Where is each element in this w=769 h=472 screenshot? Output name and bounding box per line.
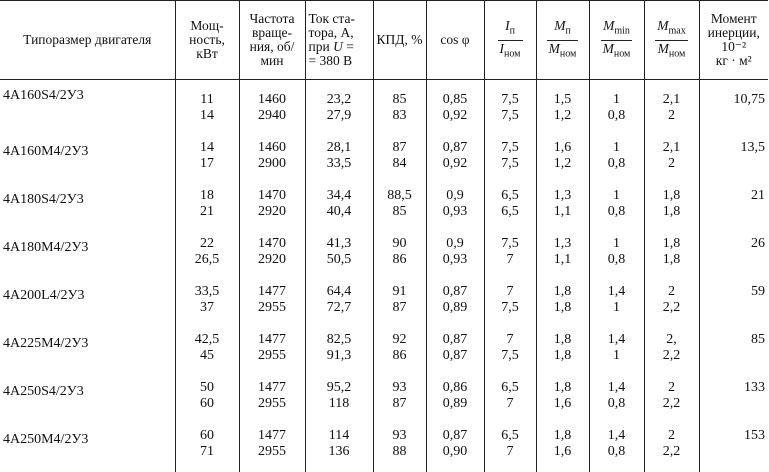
inertia-cell: 59 <box>699 280 768 328</box>
ip-ratio-cell-value: 7,5 <box>488 108 533 124</box>
speed-cell-value: 1460 <box>243 140 302 156</box>
cosphi-cell <box>426 376 484 424</box>
power-cell-value: 22 <box>179 236 236 252</box>
inertia-cell: 10,75 <box>699 80 768 137</box>
speed-cell-value: 2955 <box>243 300 302 316</box>
speed-cell-value: 2920 <box>243 252 302 268</box>
table-row <box>0 376 768 424</box>
mmax-ratio-cell <box>644 424 699 472</box>
mmax-ratio-cell-value: 2, <box>648 332 696 348</box>
efficiency-cell <box>373 184 426 232</box>
mp-ratio-cell-value: 1,8 <box>540 428 586 444</box>
mp-ratio-cell <box>536 184 589 232</box>
efficiency-cell <box>373 136 426 184</box>
current-cell-value: 34,4 <box>309 188 370 204</box>
ip-ratio-cell-value: 7 <box>488 444 533 460</box>
ip-ratio-cell-value: 7,5 <box>488 236 533 252</box>
inertia-cell: 153 <box>699 424 768 472</box>
ip-ratio-cell <box>484 280 536 328</box>
ip-ratio-cell <box>484 328 536 376</box>
mmax-ratio-cell-value: 2,2 <box>648 300 696 316</box>
cosphi-cell-value: 0,87 <box>430 332 481 348</box>
table-header <box>0 1 768 80</box>
cosphi-cell <box>426 424 484 472</box>
current-cell <box>305 424 373 472</box>
header-current: Ток ста-тора, А, при U = = 380 В <box>305 1 373 80</box>
speed-cell-value: 1477 <box>243 428 302 444</box>
power-cell-value: 50 <box>179 380 236 396</box>
current-cell-value: 64,4 <box>309 284 370 300</box>
mmax-ratio-cell-value: 1,8 <box>648 188 696 204</box>
mmax-ratio-cell-value: 1,8 <box>648 204 696 220</box>
ip-ratio-cell-value: 6,5 <box>488 380 533 396</box>
cosphi-cell-value: 0,9 <box>430 236 481 252</box>
mmax-ratio-cell-value: 2 <box>648 428 696 444</box>
power-cell-value: 45 <box>179 348 236 364</box>
cosphi-cell <box>426 136 484 184</box>
cosphi-cell <box>426 280 484 328</box>
table-row <box>0 184 768 232</box>
mmin-ratio-cell-value: 1 <box>593 236 641 252</box>
header-power: Мощ-ность, кВт <box>175 1 239 80</box>
mmin-ratio-cell-value: 1,4 <box>593 284 641 300</box>
current-cell <box>305 232 373 280</box>
power-cell-value: 42,5 <box>179 332 236 348</box>
table-row <box>0 80 768 137</box>
current-cell <box>305 328 373 376</box>
speed-cell-value: 2955 <box>243 348 302 364</box>
model-cell: 4А180М4/2У3 <box>0 232 175 280</box>
efficiency-cell <box>373 232 426 280</box>
cosphi-cell-value: 0,87 <box>430 428 481 444</box>
mmin-ratio-cell-value: 1 <box>593 92 641 108</box>
table-row <box>0 424 768 472</box>
current-cell-value: 72,7 <box>309 300 370 316</box>
mmin-ratio-cell <box>589 376 644 424</box>
speed-cell-value: 2920 <box>243 204 302 220</box>
cosphi-cell-value: 0,86 <box>430 380 481 396</box>
mmax-ratio-cell-value: 2,2 <box>648 348 696 364</box>
cosphi-cell-value: 0,89 <box>430 396 481 412</box>
mmin-ratio-cell-value: 1 <box>593 188 641 204</box>
cosphi-cell-value: 0,93 <box>430 252 481 268</box>
current-cell <box>305 184 373 232</box>
cosphi-cell-value: 0,87 <box>430 348 481 364</box>
efficiency-cell-value: 87 <box>377 396 423 412</box>
current-cell <box>305 136 373 184</box>
speed-cell-value: 1470 <box>243 188 302 204</box>
mp-ratio-cell <box>536 136 589 184</box>
efficiency-cell-value: 83 <box>377 108 423 124</box>
mmin-ratio-cell-value: 0,8 <box>593 396 641 412</box>
table-row <box>0 280 768 328</box>
ip-ratio-cell-value: 7 <box>488 284 533 300</box>
mp-ratio-cell <box>536 376 589 424</box>
speed-cell <box>239 328 305 376</box>
ip-ratio-cell-value: 7,5 <box>488 92 533 108</box>
mmax-ratio-cell <box>644 80 699 137</box>
ip-ratio-cell-value: 7,5 <box>488 156 533 172</box>
speed-cell <box>239 184 305 232</box>
current-cell-value: 41,3 <box>309 236 370 252</box>
power-cell-value: 14 <box>179 140 236 156</box>
ip-ratio-cell-value: 6,5 <box>488 428 533 444</box>
mp-ratio-cell-value: 1,2 <box>540 156 586 172</box>
speed-cell-value: 2940 <box>243 108 302 124</box>
current-cell-value: 27,9 <box>309 108 370 124</box>
efficiency-cell <box>373 376 426 424</box>
ip-ratio-cell <box>484 184 536 232</box>
efficiency-cell <box>373 80 426 137</box>
power-cell <box>175 136 239 184</box>
efficiency-cell-value: 90 <box>377 236 423 252</box>
speed-cell <box>239 280 305 328</box>
mp-ratio-cell-value: 1,3 <box>540 188 586 204</box>
table-body <box>0 80 768 472</box>
efficiency-cell-value: 93 <box>377 428 423 444</box>
mmin-ratio-cell-value: 1,4 <box>593 380 641 396</box>
header-mmin-ratio: $\frac{M_{min}}{M_{ном}}$ <box>589 1 644 80</box>
table-row <box>0 328 768 376</box>
ip-ratio-cell <box>484 136 536 184</box>
ip-ratio-cell <box>484 232 536 280</box>
mmax-ratio-cell-value: 2 <box>648 380 696 396</box>
cosphi-cell-value: 0,9 <box>430 188 481 204</box>
cosphi-cell-value: 0,90 <box>430 444 481 460</box>
mmax-ratio-cell-value: 1,8 <box>648 252 696 268</box>
cosphi-cell-value: 0,85 <box>430 92 481 108</box>
mmin-ratio-cell <box>589 136 644 184</box>
speed-cell <box>239 136 305 184</box>
power-cell-value: 18 <box>179 188 236 204</box>
mmin-ratio-cell-value: 0,8 <box>593 204 641 220</box>
efficiency-cell-value: 88 <box>377 444 423 460</box>
mmax-ratio-cell <box>644 184 699 232</box>
speed-cell <box>239 424 305 472</box>
header-ip-ratio: $\frac{I_п}{I_{ном}}$ <box>484 1 536 80</box>
mmax-ratio-cell-value: 2,1 <box>648 140 696 156</box>
efficiency-cell-value: 86 <box>377 252 423 268</box>
table-row <box>0 136 768 184</box>
mp-ratio-cell-value: 1,6 <box>540 444 586 460</box>
speed-cell-value: 1477 <box>243 380 302 396</box>
power-cell <box>175 328 239 376</box>
cosphi-cell-value: 0,93 <box>430 204 481 220</box>
header-inertia: Момент инерции, 10⁻² кг · м² <box>699 1 768 80</box>
efficiency-cell-value: 93 <box>377 380 423 396</box>
mp-ratio-cell-value: 1,8 <box>540 332 586 348</box>
model-cell: 4А250S4/2У3 <box>0 376 175 424</box>
mp-ratio-cell-value: 1,6 <box>540 140 586 156</box>
current-cell-value: 33,5 <box>309 156 370 172</box>
table-row <box>0 232 768 280</box>
cosphi-cell-value: 0,87 <box>430 284 481 300</box>
mp-ratio-cell-value: 1,8 <box>540 380 586 396</box>
mmax-ratio-cell-value: 1,8 <box>648 236 696 252</box>
mp-ratio-cell-value: 1,6 <box>540 396 586 412</box>
mmax-ratio-cell-value: 2 <box>648 108 696 124</box>
power-cell-value: 14 <box>179 108 236 124</box>
ip-ratio-cell-value: 7 <box>488 332 533 348</box>
ip-ratio-cell-value: 7,5 <box>488 140 533 156</box>
cosphi-cell-value: 0,89 <box>430 300 481 316</box>
efficiency-cell-value: 84 <box>377 156 423 172</box>
mp-ratio-cell-value: 1,1 <box>540 204 586 220</box>
current-cell-value: 95,2 <box>309 380 370 396</box>
efficiency-cell-value: 92 <box>377 332 423 348</box>
efficiency-cell-value: 88,5 <box>377 188 423 204</box>
speed-cell-value: 1460 <box>243 92 302 108</box>
efficiency-cell-value: 86 <box>377 348 423 364</box>
efficiency-cell-value: 85 <box>377 204 423 220</box>
current-cell-value: 136 <box>309 444 370 460</box>
power-cell-value: 60 <box>179 396 236 412</box>
mmin-ratio-cell-value: 0,8 <box>593 108 641 124</box>
speed-cell <box>239 232 305 280</box>
header-mp-ratio: $\frac{M_п}{M_{ном}}$ <box>536 1 589 80</box>
mmin-ratio-cell <box>589 184 644 232</box>
current-cell-value: 28,1 <box>309 140 370 156</box>
current-cell <box>305 80 373 137</box>
inertia-cell: 26 <box>699 232 768 280</box>
ip-ratio-cell <box>484 376 536 424</box>
model-cell: 4А180S4/2У3 <box>0 184 175 232</box>
mmax-ratio-cell-value: 2 <box>648 156 696 172</box>
speed-cell-value: 2900 <box>243 156 302 172</box>
mmin-ratio-cell-value: 0,8 <box>593 252 641 268</box>
inertia-cell: 85 <box>699 328 768 376</box>
current-cell-value: 40,4 <box>309 204 370 220</box>
ip-ratio-cell <box>484 424 536 472</box>
efficiency-cell <box>373 280 426 328</box>
speed-cell <box>239 80 305 137</box>
mp-ratio-cell-value: 1,5 <box>540 92 586 108</box>
mp-ratio-cell <box>536 280 589 328</box>
power-cell <box>175 184 239 232</box>
mp-ratio-cell-value: 1,8 <box>540 348 586 364</box>
speed-cell-value: 1477 <box>243 284 302 300</box>
mmax-ratio-cell <box>644 232 699 280</box>
mmax-ratio-cell-value: 2,1 <box>648 92 696 108</box>
mmin-ratio-cell-value: 0,8 <box>593 156 641 172</box>
mmin-ratio-cell-value: 1,4 <box>593 428 641 444</box>
ip-ratio-cell-value: 7,5 <box>488 300 533 316</box>
speed-cell <box>239 376 305 424</box>
current-cell-value: 82,5 <box>309 332 370 348</box>
power-cell <box>175 280 239 328</box>
mmax-ratio-cell <box>644 376 699 424</box>
efficiency-cell-value: 87 <box>377 140 423 156</box>
model-cell: 4А160S4/2У3 <box>0 80 175 137</box>
speed-cell-value: 2955 <box>243 396 302 412</box>
cosphi-cell-value: 0,92 <box>430 108 481 124</box>
ip-ratio-cell-value: 7,5 <box>488 348 533 364</box>
power-cell-value: 37 <box>179 300 236 316</box>
inertia-cell: 21 <box>699 184 768 232</box>
cosphi-cell <box>426 80 484 137</box>
cosphi-cell <box>426 328 484 376</box>
current-cell-value: 118 <box>309 396 370 412</box>
current-cell-value: 91,3 <box>309 348 370 364</box>
power-cell-value: 71 <box>179 444 236 460</box>
mmin-ratio-cell <box>589 424 644 472</box>
ip-ratio-cell-value: 6,5 <box>488 204 533 220</box>
power-cell-value: 26,5 <box>179 252 236 268</box>
mmax-ratio-cell <box>644 280 699 328</box>
current-cell <box>305 376 373 424</box>
header-speed: Частота враще-ния, об/мин <box>239 1 305 80</box>
mp-ratio-cell-value: 1,8 <box>540 300 586 316</box>
mmin-ratio-cell <box>589 328 644 376</box>
current-cell-value: 114 <box>309 428 370 444</box>
power-cell-value: 21 <box>179 204 236 220</box>
power-cell <box>175 376 239 424</box>
ip-ratio-cell-value: 7 <box>488 396 533 412</box>
mp-ratio-cell <box>536 232 589 280</box>
power-cell-value: 33,5 <box>179 284 236 300</box>
inertia-cell: 133 <box>699 376 768 424</box>
cosphi-cell <box>426 232 484 280</box>
current-cell <box>305 280 373 328</box>
mp-ratio-cell <box>536 80 589 137</box>
model-cell: 4А250М4/2У3 <box>0 424 175 472</box>
mmin-ratio-cell-value: 1,4 <box>593 332 641 348</box>
mp-ratio-cell <box>536 328 589 376</box>
mmax-ratio-cell <box>644 328 699 376</box>
power-cell <box>175 80 239 137</box>
mmin-ratio-cell-value: 0,8 <box>593 444 641 460</box>
speed-cell-value: 1470 <box>243 236 302 252</box>
power-cell-value: 17 <box>179 156 236 172</box>
header-cosphi: cos φ <box>426 1 484 80</box>
power-cell <box>175 424 239 472</box>
mmin-ratio-cell <box>589 280 644 328</box>
mmax-ratio-cell <box>644 136 699 184</box>
mmax-ratio-cell-value: 2 <box>648 284 696 300</box>
inertia-cell: 13,5 <box>699 136 768 184</box>
model-cell: 4А225М4/2У3 <box>0 328 175 376</box>
efficiency-cell <box>373 328 426 376</box>
cosphi-cell-value: 0,92 <box>430 156 481 172</box>
speed-cell-value: 1477 <box>243 332 302 348</box>
mp-ratio-cell-value: 1,2 <box>540 108 586 124</box>
cosphi-cell-value: 0,87 <box>430 140 481 156</box>
efficiency-cell-value: 85 <box>377 92 423 108</box>
efficiency-cell-value: 91 <box>377 284 423 300</box>
model-cell: 4А200L4/2У3 <box>0 280 175 328</box>
mp-ratio-cell-value: 1,3 <box>540 236 586 252</box>
header-model: Типоразмер двигателя <box>0 1 175 80</box>
current-cell-value: 50,5 <box>309 252 370 268</box>
efficiency-cell-value: 87 <box>377 300 423 316</box>
mmax-ratio-cell-value: 2,2 <box>648 444 696 460</box>
current-cell-value: 23,2 <box>309 92 370 108</box>
cosphi-cell <box>426 184 484 232</box>
ip-ratio-cell <box>484 80 536 137</box>
speed-cell-value: 2955 <box>243 444 302 460</box>
model-cell: 4А160М4/2У3 <box>0 136 175 184</box>
ip-ratio-cell-value: 7 <box>488 252 533 268</box>
mmin-ratio-cell <box>589 80 644 137</box>
mp-ratio-cell-value: 1,8 <box>540 284 586 300</box>
power-cell <box>175 232 239 280</box>
mmax-ratio-cell-value: 2,2 <box>648 396 696 412</box>
power-cell-value: 60 <box>179 428 236 444</box>
mp-ratio-cell <box>536 424 589 472</box>
header-mmax-ratio: $\frac{M_{max}}{M_{ном}}$ <box>644 1 699 80</box>
mmin-ratio-cell-value: 1 <box>593 348 641 364</box>
mp-ratio-cell-value: 1,1 <box>540 252 586 268</box>
efficiency-cell <box>373 424 426 472</box>
mmin-ratio-cell-value: 1 <box>593 140 641 156</box>
mmin-ratio-cell-value: 1 <box>593 300 641 316</box>
mmin-ratio-cell <box>589 232 644 280</box>
ip-ratio-cell-value: 6,5 <box>488 188 533 204</box>
header-efficiency: КПД, % <box>373 1 426 80</box>
power-cell-value: 11 <box>179 92 236 108</box>
